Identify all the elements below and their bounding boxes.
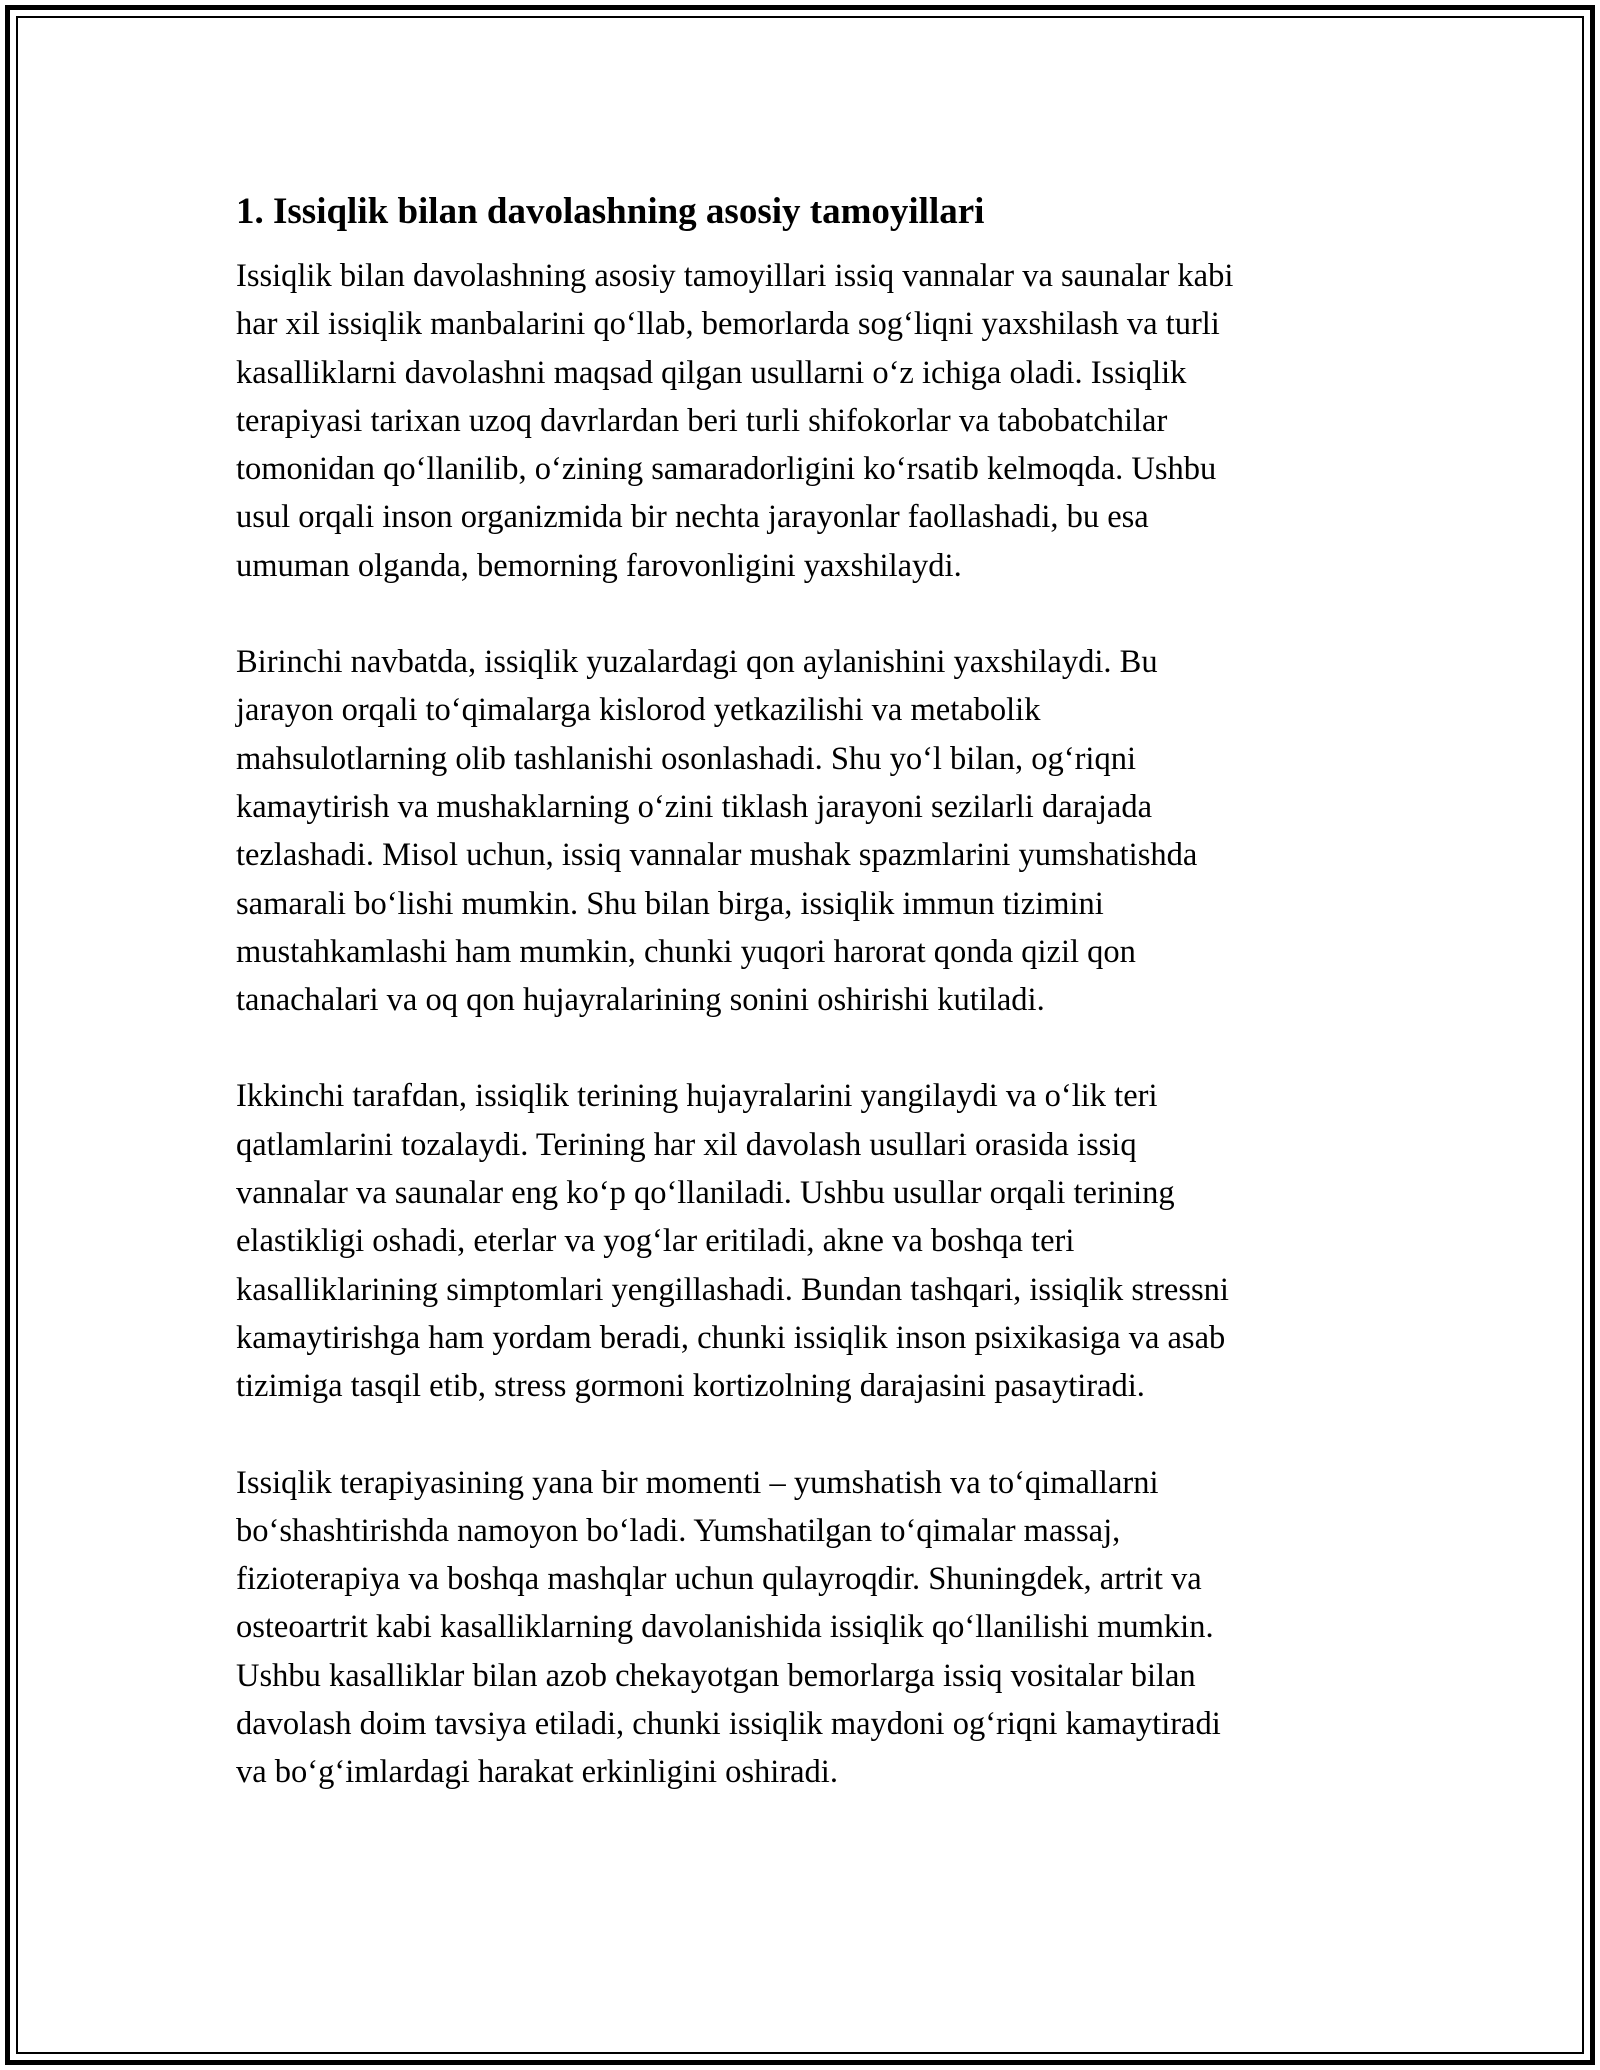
section-heading: 1. Issiqlik bilan davolashning asosiy tamoyillari [236, 191, 985, 232]
text-line: tezlashadi. Misol uchun, issiq vannalar mushak spazmlarini yumshatishda [236, 837, 1198, 874]
text-line: terapiyasi tarixan uzoq davrlardan beri turli shifokorlar va tabobatchilar [236, 402, 1168, 439]
paragraph-3 [236, 1072, 1406, 1410]
text-line: kasalliklarining simptomlari yengillashadi. Bundan tashqari, issiqlik stressni [236, 1271, 1229, 1308]
text-line: Issiqlik terapiyasining yana bir momenti – yumshatish va to‘qimallarni [236, 1464, 1159, 1501]
text-line: tizimiga tasqil etib, stress gormoni kortizolning darajasini pasaytiradi. [236, 1368, 1145, 1405]
text-line: umuman olganda, bemorning farovonligini yaxshilaydi. [236, 547, 962, 584]
text-line: kamaytirishga ham yordam beradi, chunki issiqlik inson psixikasiga va asab [236, 1319, 1226, 1356]
paragraph-2 [236, 638, 1406, 1024]
document-body [236, 186, 1406, 1845]
text-line: qatlamlarini tozalaydi. Terining har xil davolash usullari orasida issiq [236, 1126, 1137, 1163]
text-line: elastikligi oshadi, eterlar va yog‘lar eritiladi, akne va boshqa teri [236, 1223, 1075, 1260]
paragraph-4 [236, 1459, 1406, 1797]
text-line: har xil issiqlik manbalarini qo‘llab, bemorlarda sog‘liqni yaxshilash va turli [236, 306, 1220, 343]
paragraph-1 [236, 252, 1406, 590]
text-line: usul orqali inson organizmida bir nechta jarayonlar faollashadi, bu esa [236, 499, 1149, 536]
text-line: Issiqlik bilan davolashning asosiy tamoyillari issiq vannalar va saunalar kabi [236, 258, 1234, 294]
text-line: samarali bo‘lishi mumkin. Shu bilan birga, issiqlik immun tizimini [236, 885, 1104, 922]
text-line: davolash doim tavsiya etiladi, chunki issiqlik maydoni og‘riqni kamaytiradi [236, 1706, 1221, 1743]
text-line: Birinchi navbatda, issiqlik yuzalardagi qon aylanishini yaxshilaydi. Bu [236, 644, 1158, 681]
text-line: bo‘shashtirishda namoyon bo‘ladi. Yumshatilgan to‘qimalar massaj, [236, 1512, 1121, 1549]
text-line: Ikkinchi tarafdan, issiqlik terining hujayralarini yangilaydi va o‘lik teri [236, 1078, 1158, 1115]
text-line: mahsulotlarning olib tashlanishi osonlashadi. Shu yo‘l bilan, og‘riqni [236, 740, 1136, 777]
text-line: fizioterapiya va boshqa mashqlar uchun qulayroqdir. Shuningdek, artrit va [236, 1561, 1202, 1598]
text-line: mustahkamlashi ham mumkin, chunki yuqori harorat qonda qizil qon [236, 933, 1136, 970]
text-line: va bo‘g‘imlardagi harakat erkinligini oshiradi. [236, 1754, 838, 1791]
text-line: kamaytirish va mushaklarning o‘zini tiklash jarayoni sezilarli darajada [236, 788, 1153, 825]
text-line: tomonidan qo‘llanilib, o‘zining samaradorligini ko‘rsatib kelmoqda. Ushbu [236, 451, 1217, 488]
text-line: Ushbu kasalliklar bilan azob chekayotgan bemorlarga issiq vositalar bilan [236, 1657, 1196, 1694]
text-line: osteoartrit kabi kasalliklarning davolanishida issiqlik qo‘llanilishi mumkin. [236, 1609, 1214, 1646]
text-line: jarayon orqali to‘qimalarga kislorod yetkazilishi va metabolik [236, 692, 1041, 729]
text-line: kasalliklarni davolashni maqsad qilgan usullarni o‘z ichiga oladi. Issiqlik [236, 354, 1187, 391]
text-line: tanachalari va oq qon hujayralarining sonini oshirishi kutiladi. [236, 982, 1045, 1019]
text-line: vannalar va saunalar eng ko‘p qo‘llaniladi. Ushbu usullar orqali terining [236, 1175, 1175, 1212]
